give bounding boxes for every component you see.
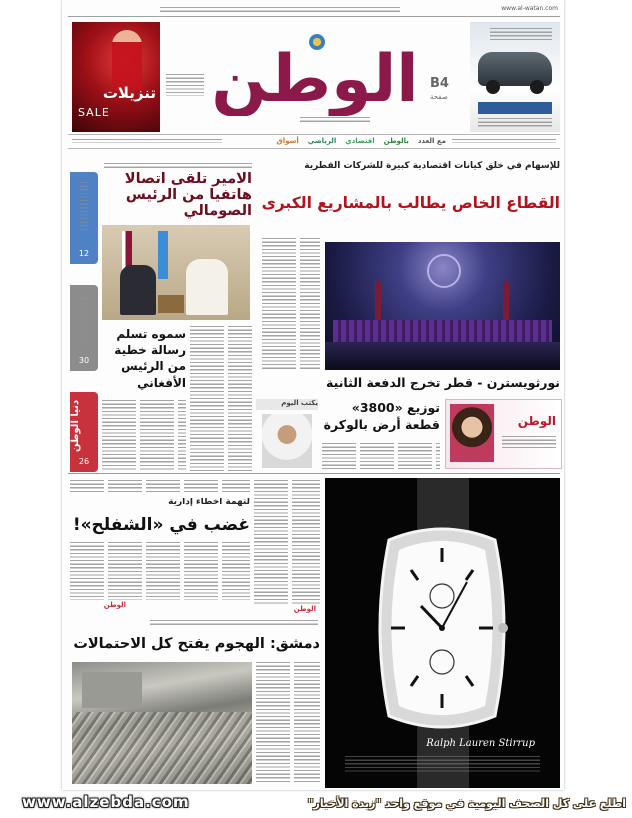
shafallah-kicker: لتهمة أخطاء إدارية — [168, 498, 250, 507]
graduation-photo — [325, 242, 560, 370]
magazine-ad-cover — [450, 404, 494, 462]
watch-brand: Ralph Lauren Stirrup — [426, 738, 535, 749]
car-ad-wheel — [530, 80, 544, 94]
nav-right-text — [452, 139, 556, 143]
tab-label-placeholder — [80, 182, 88, 232]
magazine-ad-text — [502, 436, 556, 450]
columnist-portrait — [262, 414, 312, 468]
damascus-photo-rubble — [72, 712, 252, 784]
page-word: صفحة — [430, 93, 448, 101]
site-url: www.al-watan.com — [501, 5, 558, 12]
watch-ad-fineprint — [345, 756, 540, 772]
footer-url: www.alzebda.com — [22, 793, 190, 811]
shafallah-headline: غضب في «الشفلح»! — [72, 515, 250, 535]
section-tag: الوطن — [103, 601, 126, 609]
graduation-photo-emblem — [427, 254, 461, 288]
footer-promo: اطلع على كل الصحف اليومية في موقع واحد "زبدة الأخبار" — [307, 797, 626, 810]
watch-crown — [498, 623, 508, 633]
lead-headline: القطاع الخاص يطالب بالمشاريع الكبرى — [262, 194, 560, 212]
sale-ad-english: SALE — [78, 106, 110, 119]
amir-photo-flag — [158, 231, 168, 279]
car-ad-price-band — [478, 102, 552, 114]
section-tab-blue — [70, 172, 98, 264]
car-ad-fineprint — [478, 118, 552, 128]
car-ad-text — [490, 28, 552, 42]
damascus-body-text — [256, 662, 320, 784]
damascus-photo-building — [82, 672, 142, 708]
amir-photo-table — [158, 295, 184, 313]
nav-left-text — [72, 139, 222, 143]
shafallah-body-text — [70, 542, 250, 600]
damascus-headline: دمشق: الهجوم يفتح كل الاحتمالات — [73, 636, 320, 652]
car-ad — [470, 22, 560, 132]
damascus-photo — [72, 662, 252, 784]
magazine-ad-title: الوطن — [517, 414, 556, 428]
amir-photo-host — [186, 259, 228, 315]
watch-ad — [325, 478, 560, 788]
section-tag: الوطن — [293, 605, 316, 613]
column-label: يكتب اليوم — [256, 399, 318, 410]
nav-item-economy: اقتصادي — [345, 137, 375, 145]
wakra-body-text — [322, 443, 440, 469]
amir-kicker — [104, 163, 252, 168]
amir-body-text — [190, 326, 252, 472]
section-divider — [68, 473, 560, 474]
damascus-kicker — [150, 620, 318, 625]
nav-item-watan: بالوطن — [383, 137, 409, 145]
sale-ad-arabic: تنزيلات — [102, 84, 156, 102]
tab-label-placeholder — [80, 295, 88, 343]
sale-ad — [72, 22, 160, 132]
graduation-photo-flag — [375, 282, 381, 322]
amir-photo-guest — [120, 265, 156, 315]
section-tab-grey — [70, 285, 98, 371]
car-ad-wheel — [486, 80, 500, 94]
nav-item-with-issue: مع العدد — [417, 137, 446, 145]
nav-item-sports: الرياضي — [307, 137, 337, 145]
lead-kicker: للإسهام في خلق كيانات اقتصادية كبيرة للشركات القطرية — [304, 161, 560, 171]
section-tab-red — [70, 392, 98, 472]
masthead-tagline — [300, 117, 370, 122]
wakra-headline: توزيع «3800» قطعة أرض بالوكرة — [323, 400, 440, 432]
tab-label: دنيا الوطن — [70, 399, 81, 452]
page-number: B4 — [430, 76, 449, 91]
graduation-photo-flag — [503, 282, 509, 322]
graduation-photo-graduates — [333, 320, 552, 342]
masthead-title: الوطن — [211, 44, 419, 116]
tab-page-number: 12 — [78, 249, 90, 258]
amir-headline: الأمير تلقى اتصالا هاتفيا من الرئيس الصومالي — [124, 172, 252, 219]
lead-body-text — [262, 238, 320, 370]
shafallah-top-text — [70, 480, 250, 494]
top-strip-text — [160, 7, 400, 12]
amir-body-text — [102, 400, 186, 472]
side-column-text — [254, 480, 320, 604]
nav-item-markets: أسواق — [276, 137, 299, 145]
graduation-caption: نورثويسترن - قطر تخرج الدفعة الثانية — [326, 375, 560, 390]
watch-center-pin — [439, 625, 445, 631]
issue-date-block — [166, 74, 204, 96]
watch-strap-top — [417, 478, 469, 534]
amir-photo — [102, 225, 250, 320]
amir-subhead: سموه تسلم رسالة خطية من الرئيس الأفغاني — [114, 327, 186, 390]
sale-ad-model — [112, 30, 142, 90]
section-nav — [236, 136, 446, 146]
tab-page-number: 26 — [78, 457, 90, 466]
graduation-photo-stage — [325, 342, 560, 370]
tab-page-number: 30 — [78, 356, 90, 365]
magazine-ad — [445, 399, 562, 469]
